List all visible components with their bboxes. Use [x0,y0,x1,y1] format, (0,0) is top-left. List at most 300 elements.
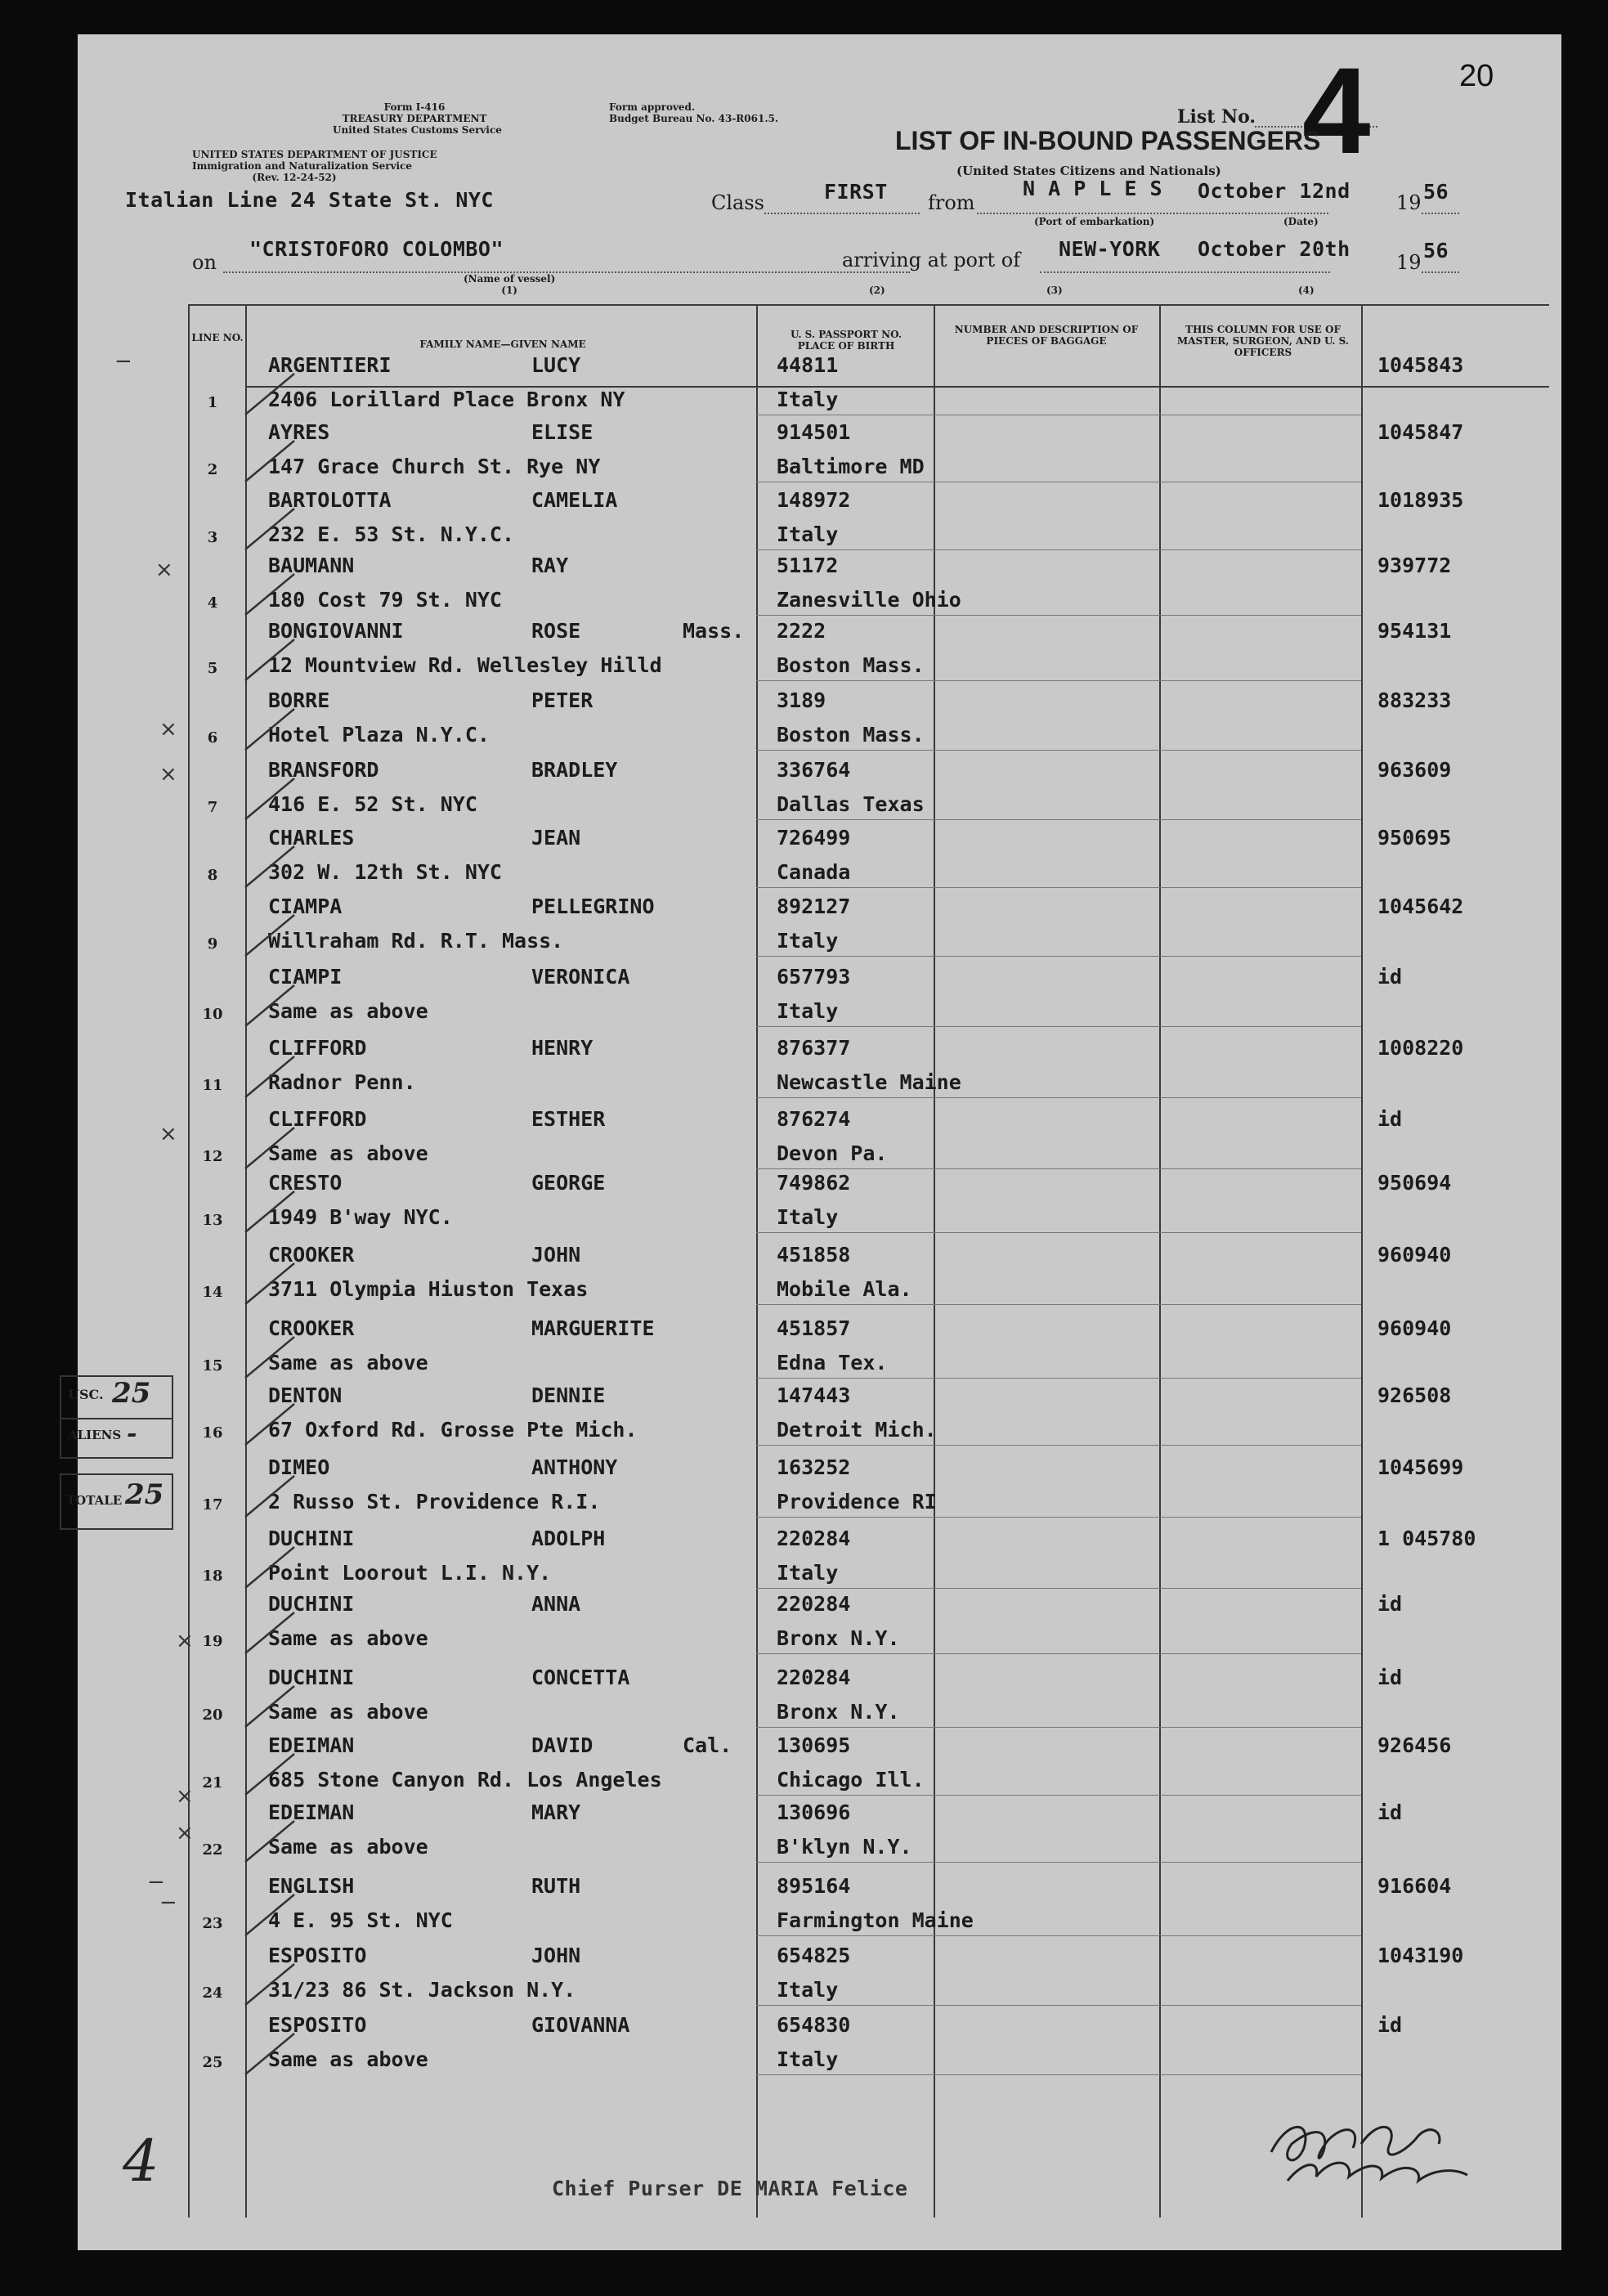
family-name: ENGLISH [268,1874,355,1898]
check-tick-icon [237,1750,302,1799]
row-separator [756,1727,1361,1728]
address: 3711 Olympia Hiuston Texas [268,1277,589,1301]
uscit-value: 25 [112,1377,151,1410]
line-number: 23 [202,1915,223,1932]
doj-label: UNITED STATES DEPARTMENT OF JUSTICE [192,149,437,160]
family-name: DUCHINI [268,1527,355,1550]
family-name: BARTOLOTTA [268,488,392,512]
passport-number: 148972 [777,488,851,512]
row-separator [756,1097,1361,1098]
line-number: 7 [207,799,218,816]
check-tick-icon [237,705,302,754]
column-num-3: (3) [1046,285,1063,296]
uscit-label: USC. [68,1387,104,1402]
place-of-birth: Devon Pa. [777,1141,888,1165]
approval-block [609,101,778,124]
class-label: Class [711,191,764,214]
officer-note: 916604 [1377,1874,1452,1898]
column-num-4: (4) [1298,285,1315,296]
year-suffix-2: 56 [1423,239,1449,262]
line-number: 10 [202,1006,223,1023]
line-number: 18 [202,1567,223,1585]
address: 180 Cost 79 St. NYC [268,588,502,612]
line-number: 5 [207,660,218,677]
row-separator [756,1653,1361,1654]
table-top-border [188,304,1549,306]
list-no-label: List No. [1177,106,1256,128]
officer-col-border [1361,304,1363,2218]
address: 1949 B'way NYC. [268,1205,453,1229]
column-num-1: (1) [501,285,517,296]
passport-number: 51172 [777,554,839,577]
address: 232 E. 53 St. N.Y.C. [268,522,515,546]
family-name: DENTON [268,1383,343,1407]
given-name: LUCY [531,353,581,377]
passport-number: 130695 [777,1733,851,1757]
officer-note: 950695 [1377,826,1452,850]
vessel-dots [223,271,910,273]
col-baggage-header: NUMBER AND DESCRIPTION OF PIECES OF BAGGAGE [954,324,1139,347]
given-name: CAMELIA [531,488,618,512]
family-name: DUCHINI [268,1666,355,1689]
year-suffix-1: 56 [1423,180,1449,204]
place-of-birth: Zanesville Ohio [777,588,961,612]
officer-note: 1045699 [1377,1455,1464,1479]
given-name: ESTHER [531,1107,606,1131]
check-tick-icon [237,1472,302,1521]
year-prefix-1: 19 [1396,191,1422,214]
check-tick-icon [237,1259,302,1308]
check-tick-icon [237,437,302,486]
given-name: ELISE [531,420,593,444]
family-name: CHARLES [268,826,355,850]
family-name: ESPOSITO [268,1944,367,1967]
passport-number: 336764 [777,758,851,782]
form-number: Form I-416 [383,101,446,113]
address: 2406 Lorillard Place Bronx NY [268,388,625,411]
passport-number: 220284 [777,1666,851,1689]
arrival-date: October 20th [1198,237,1350,261]
family-name: DIMEO [268,1455,330,1479]
form-block [333,101,502,136]
given-name: GEORGE [531,1171,606,1195]
check-tick-icon [237,1960,302,2009]
line-number: 15 [202,1357,223,1374]
from-label: from [928,191,975,214]
passport-number: 220284 [777,1592,851,1616]
margin-check-mark: − [147,1870,165,1895]
given-name: ADOLPH [531,1527,606,1550]
passport-number: 2222 [777,619,826,643]
margin-check-mark: × [155,558,173,582]
check-tick-icon [237,1123,302,1173]
place-of-birth: Italy [777,1561,839,1585]
place-of-birth: Newcastle Maine [777,1070,961,1094]
place-of-birth: Italy [777,929,839,953]
passport-number: 726499 [777,826,851,850]
name-note: Mass. [683,619,745,643]
chief-purser: Chief Purser DE MARIA Felice [552,2177,908,2200]
place-of-birth: Edna Tex. [777,1351,888,1374]
row-separator [756,2074,1361,2075]
total-box [60,1473,173,1530]
place-of-birth: Dallas Texas [777,792,925,816]
line-number: 11 [202,1077,223,1094]
table-left-border [188,304,190,2218]
aliens-box [60,1416,173,1459]
line-number: 9 [207,935,218,953]
given-name: JEAN [531,826,581,850]
doj-block [192,149,437,183]
given-name: GIOVANNA [531,2013,630,2037]
passport-number: 657793 [777,965,851,989]
family-name: CIAMPI [268,965,343,989]
row-separator [756,1026,1361,1027]
given-name: BRADLEY [531,758,618,782]
row-separator [756,819,1361,820]
place-of-birth: Baltimore MD [777,455,925,478]
check-tick-icon [237,1543,302,1592]
place-of-birth: Detroit Mich. [777,1418,937,1442]
family-name: CRESTO [268,1171,343,1195]
passport-number: 749862 [777,1171,851,1195]
passport-number: 892127 [777,895,851,918]
passport-number: 654825 [777,1944,851,1967]
given-name: RAY [531,554,569,577]
place-of-birth: Italy [777,1978,839,2002]
customs-label: United States Customs Service [333,124,502,136]
passport-number: 876377 [777,1036,851,1060]
passport-number: 895164 [777,1874,851,1898]
check-tick-icon [237,1400,302,1449]
page-subtitle: (United States Citizens and Nationals) [956,164,1221,178]
line-number: 21 [202,1774,223,1792]
margin-check-mark: − [114,349,132,374]
margin-check-mark: × [159,717,177,742]
family-name: EDEIMAN [268,1733,355,1757]
given-name: CONCETTA [531,1666,630,1689]
family-name: EDEIMAN [268,1800,355,1824]
officer-note: 960940 [1377,1243,1452,1267]
place-of-birth: Italy [777,2047,839,2071]
address: Hotel Plaza N.Y.C. [268,723,490,747]
address: 4 E. 95 St. NYC [268,1908,453,1932]
class-value: FIRST [824,180,888,204]
check-tick-icon [237,1333,302,1382]
given-name: ANNA [531,1592,581,1616]
row-separator [756,2005,1361,2006]
line-number: 22 [202,1841,223,1859]
margin-number: 4 [123,2128,159,2195]
margin-check-mark: − [159,1890,177,1915]
check-tick-icon [237,2029,302,2079]
arrival-dots [1040,271,1330,273]
officer-note: 950694 [1377,1171,1452,1195]
row-separator [756,1445,1361,1446]
place-of-birth: Italy [777,522,839,546]
address: Same as above [268,1626,428,1650]
check-tick-icon [237,1052,302,1101]
passenger-table [188,304,1549,2218]
place-of-birth: B'klyn N.Y. [777,1835,912,1859]
passport-number: 147443 [777,1383,851,1407]
name-note: Cal. [683,1733,732,1757]
address: Radnor Penn. [268,1070,416,1094]
officer-note: id [1377,965,1403,989]
address: 416 E. 52 St. NYC [268,792,477,816]
officer-note: id [1377,1800,1403,1824]
passport-number: 654830 [777,2013,851,2037]
line-number: 8 [207,867,218,884]
officer-note: 1043190 [1377,1944,1464,1967]
family-name: BRANSFORD [268,758,379,782]
row-separator [756,1935,1361,1936]
address: Same as above [268,1700,428,1724]
row-separator [756,1862,1361,1863]
family-name: DUCHINI [268,1592,355,1616]
given-name: VERONICA [531,965,630,989]
officer-note: 954131 [1377,619,1452,643]
address: 31/23 86 St. Jackson N.Y. [268,1978,576,2002]
row-separator [756,1304,1361,1305]
check-tick-icon [237,911,302,960]
line-number: 4 [207,594,218,612]
place-of-birth: Boston Mass. [777,723,925,747]
officer-note: id [1377,1107,1403,1131]
given-name: MARGUERITE [531,1316,655,1340]
name-col-border [756,304,758,2218]
given-name: JOHN [531,1243,581,1267]
check-tick-icon [237,842,302,891]
address: Same as above [268,2047,428,2071]
address: 147 Grace Church St. Rye NY [268,455,601,478]
check-tick-icon [237,370,302,419]
col-officers-header: THIS COLUMN FOR USE OF MASTER, SURGEON, AND U. S. OFFICERS [1176,324,1350,358]
address: Same as above [268,999,428,1023]
row-separator [756,1588,1361,1589]
check-tick-icon [237,504,302,554]
from-dots [977,213,1328,214]
given-name: MARY [531,1800,581,1824]
year-dots-1 [1422,213,1459,214]
officer-note: 963609 [1377,758,1452,782]
row-separator [756,615,1361,616]
place-of-birth: Mobile Ala. [777,1277,912,1301]
given-name: ROSE [531,619,581,643]
column-num-2: (2) [869,285,885,296]
row-separator [756,887,1361,888]
revision-label: (Rev. 12-24-52) [252,172,337,183]
officer-note: 926456 [1377,1733,1452,1757]
embarkation-date: October 12nd [1198,179,1350,203]
line-number: 3 [207,529,218,546]
budget-line: Budget Bureau No. 43-R061.5. [609,113,779,124]
baggage-col-border [1159,304,1161,2218]
given-name: DENNIE [531,1383,606,1407]
date-caption: (Date) [1283,216,1319,227]
passport-number: 163252 [777,1455,851,1479]
address: 685 Stone Canyon Rd. Los Angeles [268,1768,662,1792]
check-tick-icon [237,774,302,823]
check-tick-icon [237,1890,302,1939]
family-name: BONGIOVANNI [268,619,404,643]
passport-number: 876274 [777,1107,851,1131]
line-number: 1 [207,394,218,411]
officer-note: id [1377,1592,1403,1616]
given-name: ANTHONY [531,1455,618,1479]
line-number: 6 [207,729,218,747]
officer-note: 960940 [1377,1316,1452,1340]
passport-number: 451858 [777,1243,851,1267]
place-of-birth: Italy [777,999,839,1023]
family-name: ESPOSITO [268,2013,367,2037]
class-dots [764,213,920,214]
officer-note: 939772 [1377,554,1452,577]
line-number: 24 [202,1984,223,2002]
address: Same as above [268,1835,428,1859]
page-number: 20 [1459,59,1494,93]
family-name: CLIFFORD [268,1107,367,1131]
row-separator [756,750,1361,751]
check-tick-icon [237,1682,302,1731]
address: 67 Oxford Rd. Grosse Pte Mich. [268,1418,638,1442]
given-name: DAVID [531,1733,593,1757]
row-separator [756,1795,1361,1796]
row-separator [756,1517,1361,1518]
total-label: TOTALE [66,1493,123,1508]
address: Same as above [268,1351,428,1374]
place-of-birth: Farmington Maine [777,1908,974,1932]
place-of-birth: Italy [777,388,839,411]
total-value: 25 [125,1478,164,1511]
given-name: RUTH [531,1874,581,1898]
given-name: JOHN [531,1944,581,1967]
family-name: AYRES [268,420,330,444]
aliens-value: - [127,1419,137,1448]
port-caption: (Port of embarkation) [1034,216,1155,227]
ins-label: Immigration and Naturalization Service [192,160,413,172]
port-of-embarkation: N A P L E S [1023,177,1163,200]
vessel-caption: (Name of vessel) [464,273,556,285]
treasury-label: TREASURY DEPARTMENT [342,113,487,124]
place-of-birth: Bronx N.Y. [777,1626,900,1650]
margin-check-mark: × [176,1821,194,1845]
line-number: 14 [202,1284,223,1301]
vessel-caption-block [464,273,555,296]
margin-check-mark: × [176,1629,194,1653]
line-number: 16 [202,1424,223,1442]
officer-note: 926508 [1377,1383,1452,1407]
row-separator [756,680,1361,681]
line-number: 25 [202,2054,223,2071]
manifest-page [66,34,1561,2250]
on-label: on [192,251,217,274]
check-tick-icon [237,1608,302,1657]
family-name: BORRE [268,688,330,712]
officer-note: 1008220 [1377,1036,1464,1060]
family-name: CROOKER [268,1243,355,1267]
check-tick-icon [237,1187,302,1236]
list-number: 4 [1302,42,1371,179]
passport-number: 3189 [777,688,826,712]
margin-check-mark: × [176,1784,194,1809]
line-number: 19 [202,1633,223,1650]
row-separator [756,1378,1361,1379]
given-name: HENRY [531,1036,593,1060]
passport-number: 130696 [777,1800,851,1824]
margin-check-mark: × [159,1122,177,1146]
officer-note: 1045843 [1377,353,1464,377]
vessel-name: "CRISTOFORO COLOMBO" [249,237,504,261]
given-name: PELLEGRINO [531,895,655,918]
family-name: ARGENTIERI [268,353,392,377]
check-tick-icon [237,981,302,1030]
family-name: CLIFFORD [268,1036,367,1060]
address: Point Loorout L.I. N.Y. [268,1561,552,1585]
officer-note: id [1377,2013,1403,2037]
year-prefix-2: 19 [1396,251,1422,274]
line-number: 17 [202,1496,223,1513]
uscit-box [60,1375,173,1419]
row-separator [756,549,1361,550]
arrival-port: NEW-YORK [1059,237,1161,261]
address: Willraham Rd. R.T. Mass. [268,929,564,953]
address: 302 W. 12th St. NYC [268,860,502,884]
passport-number: 44811 [777,353,839,377]
passport-number: 914501 [777,420,851,444]
officer-note: id [1377,1666,1403,1689]
line-number: 2 [207,461,218,478]
col-passport-header: U. S. PASSPORT NO. PLACE OF BIRTH [790,329,903,352]
passport-number: 220284 [777,1527,851,1550]
officer-note: 1045847 [1377,420,1464,444]
family-name: BAUMANN [268,554,355,577]
place-of-birth: Boston Mass. [777,653,925,677]
family-name: CIAMPA [268,895,343,918]
place-of-birth: Bronx N.Y. [777,1700,900,1724]
line-number: 20 [202,1706,223,1724]
margin-check-mark: × [159,762,177,787]
family-name: CROOKER [268,1316,355,1340]
address: Same as above [268,1141,428,1165]
line-number: 12 [202,1148,223,1165]
arriving-label: arriving at port of [842,249,1021,271]
place-of-birth: Canada [777,860,851,884]
row-separator [756,1232,1361,1233]
check-tick-icon [237,1817,302,1866]
line-number: 13 [202,1212,223,1229]
col-name-header: FAMILY NAME—GIVEN NAME [419,339,586,350]
place-of-birth: Providence RI [777,1490,937,1513]
check-tick-icon [237,635,302,684]
passport-number: 451857 [777,1316,851,1340]
col-line-header: LINE NO. [191,332,244,343]
aliens-label: ALIENS [68,1428,122,1442]
officer-note: 883233 [1377,688,1452,712]
place-of-birth: Chicago Ill. [777,1768,925,1792]
address: 12 Mountview Rd. Wellesley Hilld [268,653,662,677]
officer-signature [1255,2103,1476,2193]
approval-line: Form approved. [609,101,696,113]
page-title: LIST OF IN-BOUND PASSENGERS [895,126,1321,155]
check-tick-icon [237,570,302,619]
place-of-birth: Italy [777,1205,839,1229]
officer-note: 1018935 [1377,488,1464,512]
year-dots-2 [1422,271,1459,273]
row-separator [756,1168,1361,1169]
agent-address: Italian Line 24 State St. NYC [125,188,494,212]
given-name: PETER [531,688,593,712]
